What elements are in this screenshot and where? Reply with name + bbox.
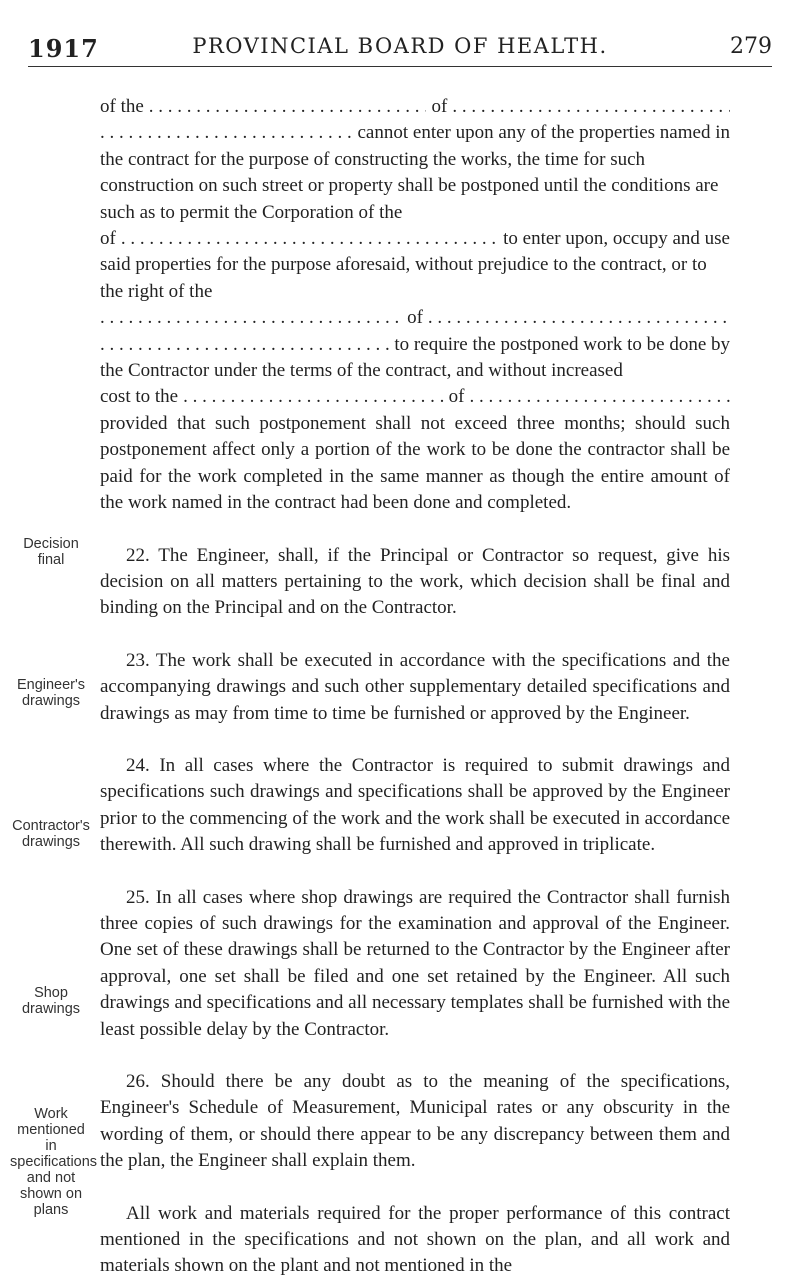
leader-dots [100, 120, 353, 146]
clause-24 [100, 753, 730, 859]
intro-paragraph: the Contractor under the terms of the contract, and without increased [100, 360, 623, 382]
margin-note-shop-drawings: Shop drawings [21, 985, 81, 1017]
intro-text: cost to the [100, 386, 179, 408]
margin-note-decision-final: Decision final [23, 536, 79, 568]
intro-text: cannot enter upon any of the properties named in [357, 122, 730, 144]
fill-line [100, 94, 730, 120]
clause-text: 25. In all cases where shop drawings are required the Contractor shall furnish three copies of such drawings for the examination and approval of the Engineer. One set of these drawings shall be returned to the Contractor by the Engineer after approval, one set shall be filed and one set retained by the Engineer. All such drawings and specifications and all necessary templates shall be furnished with the least possible delay by the Contractor. [100, 886, 730, 1040]
intro-paragraph: the contract for the purpose of constructing the works, the time for such construction on such street or property shall be postponed until the conditions are such as to permit the Corporation of the [100, 148, 719, 223]
intro-text: of [431, 96, 448, 117]
intro-text: of [100, 228, 116, 250]
intro-text: of [448, 386, 465, 408]
fill-line [100, 226, 730, 252]
page-number: 279 [730, 34, 772, 59]
clause-text: 23. The work shall be executed in accordance with the specifications and the accompanying drawings and such other supplementary detailed specifications and drawings as may from time to time be furnished or approved by the Engineer. [100, 649, 730, 724]
leader-dots [452, 94, 730, 120]
intro-paragraph: provided that such postponement shall not exceed three months; should such postponement affect only a portion of the work to be done the contractor shall be paid for the work completed in the same manner as though the entire amount of the work named in the contract had been done and completed. [100, 412, 730, 514]
intro-text: said properties for the purpose aforesaid, without prejudice to the contract, or to the right of the [100, 254, 707, 302]
intro-text: of the [100, 96, 144, 117]
clause-22 [100, 543, 730, 622]
header-year: 1917 [28, 34, 99, 63]
fill-line [100, 384, 730, 410]
clause-text: 22. The Engineer, shall, if the Principal or Contractor so request, give his decision on all matters pertaining to the work, which decision shall be final and binding on the Principal and on the Contractor. [100, 544, 730, 619]
leader-dots [121, 226, 498, 252]
clause-text: 24. In all cases where the Contractor is required to submit drawings and specifications such drawings and specifications shall be approved by the Engineer prior to the commencing of the work and the work shall be executed in accordance therewith. All such drawing shall be furnished and approved in triplicate. [100, 754, 730, 856]
fill-line [100, 332, 730, 358]
leader-dots [469, 384, 730, 410]
margin-note-engineers-drawings: Engineer's drawings [16, 677, 86, 709]
fill-line [100, 120, 730, 146]
leader-dots [149, 94, 427, 120]
intro-text: to require the postponed work to be done by [394, 333, 730, 355]
fill-line [100, 305, 730, 331]
closing-paragraph: All work and materials required for the proper performance of this contract mentioned in the specifications and not shown on the plan, and all work and materials shown on the plant and not mentioned in the [100, 1202, 730, 1277]
header-rule [28, 66, 772, 67]
leader-dots [100, 305, 402, 331]
clause-26 [100, 1069, 730, 1175]
leader-dots [428, 305, 730, 331]
leader-dots [183, 384, 444, 410]
intro-text: of [407, 307, 423, 329]
fill-line [100, 252, 730, 305]
page-header [28, 28, 772, 68]
clause-25 [100, 885, 730, 1043]
clause-text: 26. Should there be any doubt as to the meaning of the specifications, Engineer's Schedule of Measurement, Municipal rates or any obscurity in the wording of them, or should there appear to be any discrepancy between them and the plan, the Engineer shall explain them. [100, 1071, 730, 1172]
intro-text: to enter upon, occupy and use [503, 228, 730, 250]
document-body [100, 94, 730, 1280]
header-title: PROVINCIAL BOARD OF HEALTH. [192, 34, 608, 58]
leader-dots [100, 332, 389, 358]
margin-note-work-mentioned: Work mentioned in specifications and not shown on plans [10, 1106, 98, 1218]
clause-23 [100, 648, 730, 727]
margin-note-contractors-drawings: Contractor's drawings [12, 818, 90, 850]
